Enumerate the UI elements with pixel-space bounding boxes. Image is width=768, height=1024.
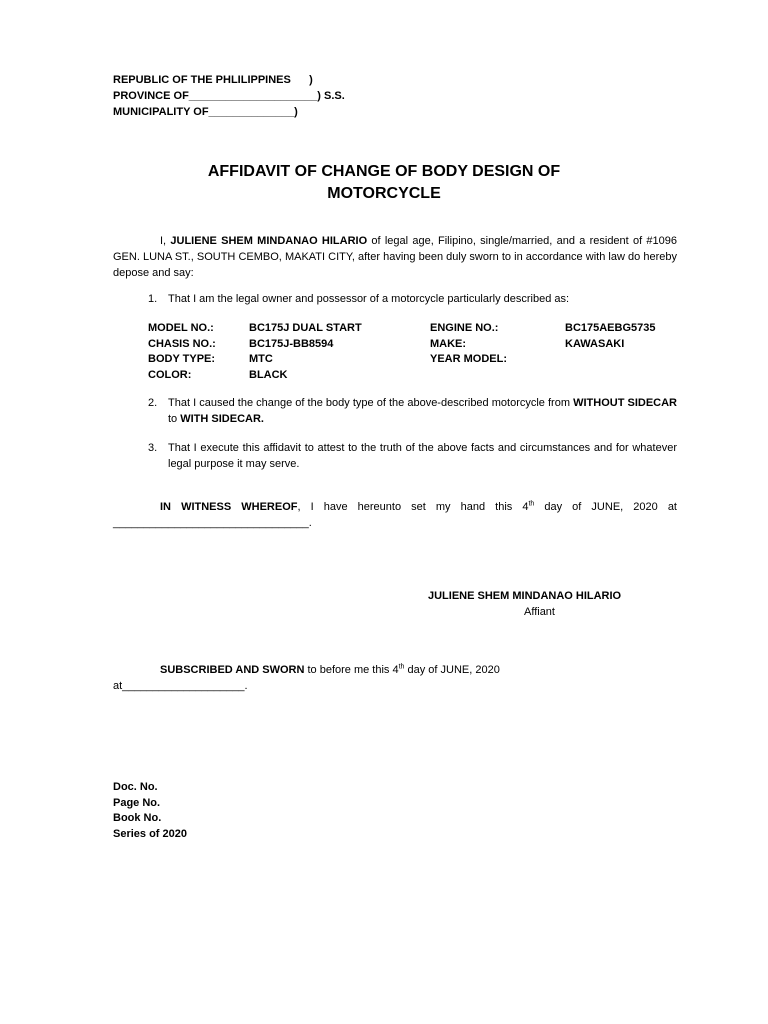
series: Series of 2020 <box>113 827 187 840</box>
item-two-text-a: That I caused the change of the body type of the above-described motorcycle from <box>168 397 574 409</box>
notarial-register <box>113 780 187 842</box>
sworn-text-2: day of JUNE, 2020 <box>404 664 500 676</box>
spec-values-left <box>249 321 362 383</box>
chasis-value: BC175J-BB8594 <box>249 337 334 350</box>
witness-paragraph <box>113 499 677 531</box>
make-value: KAWASAKI <box>565 337 625 350</box>
model-label: MODEL NO.: <box>148 322 214 334</box>
document-title <box>0 161 768 205</box>
book-no: Book No. <box>113 812 162 824</box>
item-two-number: 2. <box>148 397 158 409</box>
item-two-from: WITHOUT SIDECAR <box>573 397 677 409</box>
spec-values-right <box>565 321 656 352</box>
header-republic: REPUBLIC OF THE PHLILIPPINES ) <box>113 74 313 86</box>
item-three-number: 3. <box>148 442 158 454</box>
spec-labels-right <box>430 321 507 368</box>
body-type-label: BODY TYPE: <box>148 353 216 365</box>
engine-value: BC175AEBG5735 <box>565 322 656 334</box>
affiant-role: Affiant <box>524 606 555 618</box>
intro-lead: I, <box>160 235 171 247</box>
witness-text-2: day of JUNE, 2020 at <box>534 501 677 513</box>
witness-sup: th <box>528 500 535 508</box>
item-one <box>148 291 677 307</box>
year-model-label: YEAR MODEL: <box>430 353 507 365</box>
intro-paragraph <box>113 233 677 281</box>
engine-label: ENGINE NO.: <box>430 322 499 334</box>
item-three-text: That I execute this affidavit to attest to the truth of the above facts and circumstances and for whatever legal purpose it may serve. <box>168 442 677 470</box>
sworn-text: to before me this 4 <box>304 664 399 676</box>
item-three <box>148 440 677 472</box>
item-two-text <box>168 395 677 427</box>
make-label: MAKE: <box>430 337 467 350</box>
sworn-sup: th <box>398 663 405 671</box>
color-value: BLACK <box>249 368 288 381</box>
color-label: COLOR: <box>148 368 192 381</box>
header-municipality: MUNICIPALITY OF______________) <box>113 106 298 118</box>
model-value: BC175J DUAL START <box>249 322 362 334</box>
witness-place-line: ________________________________. <box>113 517 312 529</box>
sworn-place-line: at____________________. <box>113 680 248 692</box>
item-two-new: WITH SIDECAR. <box>180 413 264 425</box>
item-two-to: to <box>168 413 181 425</box>
sworn-bold: SUBSCRIBED AND SWORN <box>160 664 305 676</box>
affiant-name: JULIENE SHEM MINDANAO HILARIO <box>170 235 368 247</box>
sworn-paragraph <box>113 662 677 678</box>
body-type-value: MTC <box>249 353 273 365</box>
doc-no: Doc. No. <box>113 781 158 793</box>
item-one-number: 1. <box>148 293 158 305</box>
page-no: Page No. <box>113 796 161 809</box>
title-line-1: AFFIDAVIT OF CHANGE OF BODY DESIGN OF <box>207 163 561 180</box>
spec-labels-left <box>148 321 216 383</box>
item-two <box>148 395 677 427</box>
header-province: PROVINCE OF_____________________) S.S. <box>113 90 345 102</box>
title-line-2: MOTORCYCLE <box>327 185 441 202</box>
witness-bold: IN WITNESS WHEREOF <box>160 501 298 513</box>
item-one-text: That I am the legal owner and possessor of a motorcycle particularly described as: <box>168 293 570 305</box>
affiant-signature-name: JULIENE SHEM MINDANAO HILARIO <box>428 590 622 602</box>
venue-header <box>113 72 345 120</box>
chasis-label: CHASIS NO.: <box>148 337 216 350</box>
intro-rest: of legal age, Filipino, single/married, and a resident of #1096 GEN. LUNA ST., SOUTH CEMBO, MAKATI CITY, after having been duly sworn to in accordance with law do hereby depose and say: <box>113 235 678 279</box>
witness-text: , I have hereunto set my hand this 4 <box>297 501 529 513</box>
